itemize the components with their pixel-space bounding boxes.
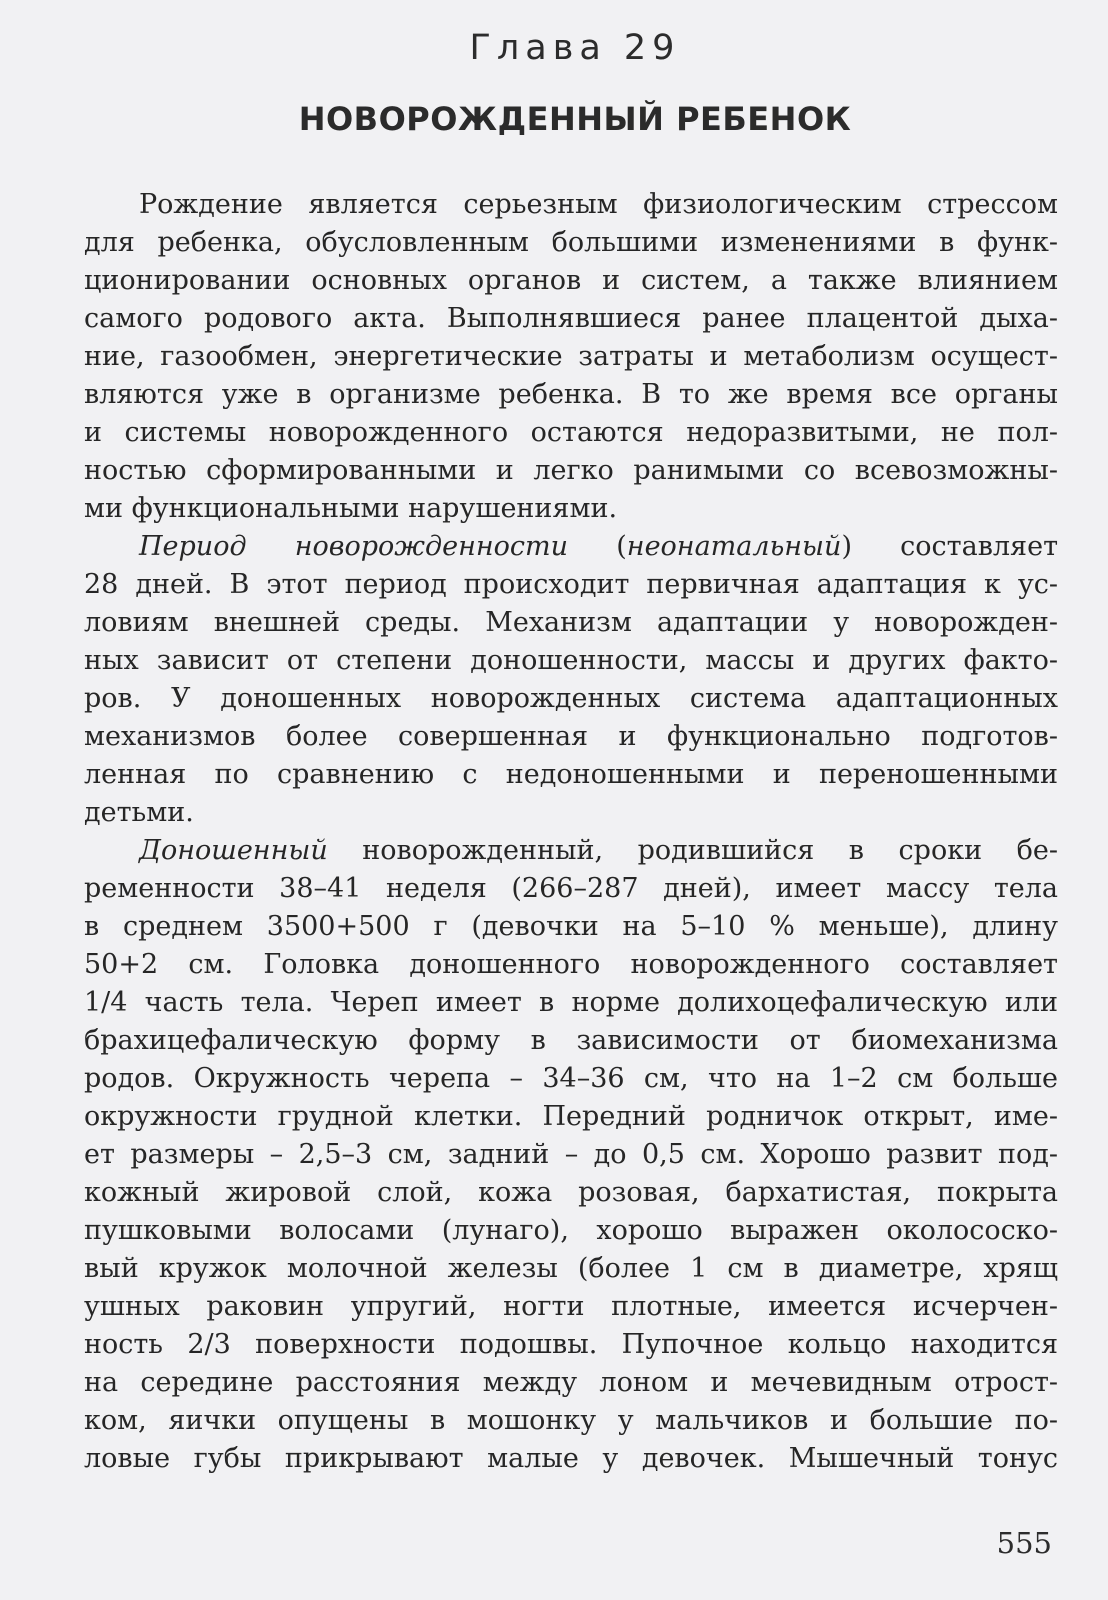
text-line: на середине расстояния между лоном и мечевидным отрост- (84, 1367, 1058, 1398)
text-line: ком, яички опущены в мошонку у мальчиков и большие по- (84, 1405, 1058, 1436)
text-line: механизмов более совершенная и функционально подготов- (84, 721, 1058, 752)
text-line: брахицефалическую форму в зависимости от биомеханизма (84, 1025, 1058, 1056)
text-line: ров. У доношенных новорожденных система адаптационных (84, 683, 1058, 714)
text-line: детьми. (84, 797, 194, 828)
body-text (84, 186, 1058, 1478)
text-line: Доношенный новорожденный, родившийся в сроки бе- (139, 835, 1058, 866)
text-line: ных зависит от степени доношенности, массы и других факто- (84, 645, 1058, 676)
text-line: в среднем 3500+500 г (девочки на 5–10 % меньше), длину (84, 911, 1058, 942)
text-line: ушных раковин упругий, ногти плотные, имеется исчерчен- (84, 1291, 1058, 1322)
text-line: для ребенка, обусловленным большими изменениями в функ- (84, 227, 1058, 258)
text-line: ционировании основных органов и систем, а также влиянием (84, 265, 1058, 296)
text-line: пушковыми волосами (лунаго), хорошо выражен околососко- (84, 1215, 1058, 1246)
italic-term: неонатальный (626, 531, 842, 562)
text-line: ми функциональными нарушениями. (84, 493, 618, 524)
text-line: кожный жировой слой, кожа розовая, бархатистая, покрыта (84, 1177, 1058, 1208)
text-line: ность 2/3 поверхности подошвы. Пупочное кольцо находится (84, 1329, 1058, 1360)
text-line: окружности грудной клетки. Передний родничок открыт, име- (84, 1101, 1058, 1132)
text-line: 28 дней. В этот период происходит первичная адаптация к ус- (84, 569, 1058, 600)
text-line: Рождение является серьезным физиологическим стрессом (139, 189, 1058, 220)
page-number: 555 (996, 1526, 1052, 1560)
text-line: ловые губы прикрывают малые у девочек. Мышечный тонус (84, 1443, 1058, 1474)
text-line: ловиям внешней среды. Механизм адаптации у новорожден- (84, 607, 1058, 638)
text-line: ностью сформированными и легко ранимыми со всевозможны- (84, 455, 1058, 486)
text-line: родов. Окружность черепа – 34–36 см, что на 1–2 см больше (84, 1063, 1058, 1094)
chapter-label: Глава 29 (469, 28, 681, 68)
text-line: ленная по сравнению с недоношенными и переношенными (84, 759, 1058, 790)
italic-term: Период новорожденности (139, 531, 569, 562)
text-line: и системы новорожденного остаются недоразвитыми, не пол- (84, 417, 1058, 448)
text-line: самого родового акта. Выполнявшиеся ранее плацентой дыха- (84, 303, 1058, 334)
text-line: ет размеры – 2,5–3 см, задний – до 0,5 см. Хорошо развит под- (84, 1139, 1058, 1170)
text-line: 50+2 см. Головка доношенного новорожденного составляет (84, 949, 1058, 980)
text-line: вый кружок молочной железы (более 1 см в диаметре, хрящ (84, 1253, 1058, 1284)
text-line: ние, газообмен, энергетические затраты и метаболизм осущест- (84, 341, 1058, 372)
text-line: Период новорожденности (неонатальный) составляет (139, 531, 1059, 562)
italic-term: Доношенный (139, 835, 328, 866)
text-line: вляются уже в организме ребенка. В то же время все органы (84, 379, 1058, 410)
chapter-title: НОВОРОЖДЕННЫЙ РЕБЕНОК (298, 100, 852, 138)
text-line: ременности 38–41 неделя (266–287 дней), имеет массу тела (84, 873, 1058, 904)
text-line: 1/4 часть тела. Череп имеет в норме долихоцефалическую или (84, 987, 1058, 1018)
